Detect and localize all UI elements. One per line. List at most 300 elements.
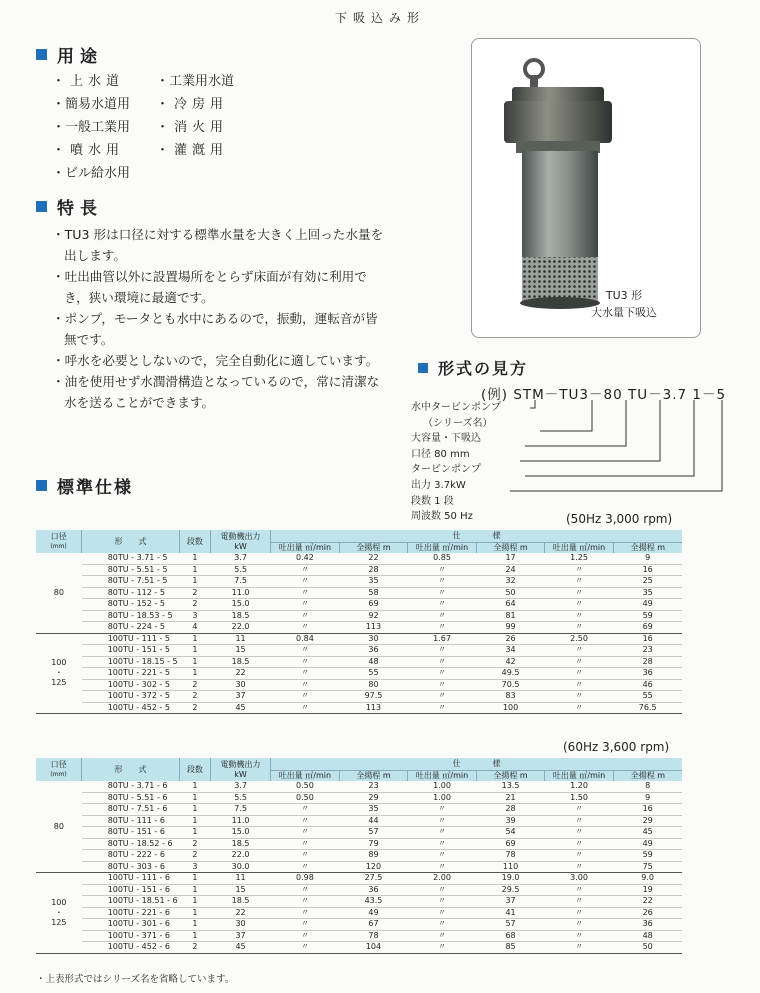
value-cell: 83 [476, 691, 545, 703]
legend-item: 周波数 50 Hz [411, 511, 473, 523]
model-cell: 80TU - 18.52 - 6 [82, 838, 180, 850]
value-cell: 〃 [271, 804, 340, 816]
value-cell: 37 [210, 930, 270, 942]
value-cell: 〃 [545, 815, 614, 827]
table-row [36, 576, 682, 588]
value-cell: 44 [339, 815, 408, 827]
value-cell: 85 [476, 942, 545, 954]
value-cell: 67 [339, 919, 408, 931]
header-bore [36, 530, 82, 553]
value-cell: 〃 [408, 896, 477, 908]
value-cell: 1 [179, 576, 210, 588]
header-head: 全揚程 m [476, 542, 545, 553]
value-cell: 1.00 [408, 781, 477, 792]
value-cell: 2.50 [545, 633, 614, 645]
model-cell: 100TU - 111 - 6 [82, 873, 180, 885]
value-cell: 〃 [271, 907, 340, 919]
value-cell: 2 [179, 599, 210, 611]
value-cell: 5.5 [210, 564, 270, 576]
header-power-label: 電動機出力 [220, 531, 261, 541]
feature-item: ・油を使用せず水潤滑構造となっているので，常に清潔な水を送ることができます。 [52, 374, 380, 410]
value-cell: 〃 [408, 942, 477, 954]
model-cell: 100TU - 151 - 6 [82, 884, 180, 896]
value-cell: 1 [179, 907, 210, 919]
value-cell: 48 [339, 656, 408, 668]
spec-heading-text: 標準仕様 [57, 478, 133, 498]
value-cell: 36 [613, 919, 682, 931]
value-cell: 〃 [408, 599, 477, 611]
value-cell: 30 [210, 919, 270, 931]
value-cell: 1.67 [408, 633, 477, 645]
model-cell: 100TU - 301 - 6 [82, 919, 180, 931]
value-cell: 〃 [408, 679, 477, 691]
value-cell: 〃 [408, 815, 477, 827]
value-cell: 75 [613, 861, 682, 873]
uses-heading [36, 42, 103, 67]
legend-item: 大容量・下吸込 [411, 433, 481, 445]
value-cell: 〃 [545, 576, 614, 588]
value-cell: 〃 [545, 691, 614, 703]
header-spec: 仕 様 [271, 758, 682, 770]
value-cell: 42 [476, 656, 545, 668]
value-cell: 〃 [271, 838, 340, 850]
feature-item: ・呼水を必要としないので，完全自動化に適しています。 [52, 353, 379, 368]
header-power [210, 530, 270, 553]
value-cell: 30 [339, 633, 408, 645]
bore-value: 100 [51, 897, 67, 907]
use-item: ・上水道 [52, 74, 125, 89]
value-cell: 3 [179, 861, 210, 873]
bore-cell [36, 633, 82, 714]
spec-heading [36, 473, 133, 498]
model-cell: 80TU - 112 - 5 [82, 587, 180, 599]
value-cell: 22.0 [210, 622, 270, 634]
value-cell: 〃 [271, 679, 340, 691]
value-cell: 22 [210, 907, 270, 919]
header-head: 全揚程 m [613, 770, 682, 781]
features-list [52, 224, 387, 413]
value-cell: 2 [179, 587, 210, 599]
table-row [36, 633, 682, 645]
header-row [36, 530, 682, 542]
value-cell: 〃 [271, 645, 340, 657]
model-cell: 100TU - 111 - 5 [82, 633, 180, 645]
value-cell: 45 [210, 942, 270, 954]
value-cell: 30 [210, 679, 270, 691]
value-cell: 〃 [408, 907, 477, 919]
value-cell: 22 [210, 668, 270, 680]
value-cell: 〃 [408, 645, 477, 657]
value-cell: 41 [476, 907, 545, 919]
model-cell: 100TU - 371 - 6 [82, 930, 180, 942]
legend-item: 水中タービンポンプ [411, 402, 501, 413]
value-cell: 〃 [408, 804, 477, 816]
table-row [36, 838, 682, 850]
value-cell: 3.7 [210, 553, 270, 564]
value-cell: 100 [476, 702, 545, 714]
value-cell: 〃 [545, 702, 614, 714]
table-row [36, 553, 682, 564]
header-head: 全揚程 m [476, 770, 545, 781]
bore-value: 80 [53, 587, 64, 597]
value-cell: 2 [179, 702, 210, 714]
use-item: ・噴水用 [52, 143, 125, 158]
value-cell: 〃 [545, 919, 614, 931]
value-cell: 21 [476, 792, 545, 804]
value-cell: 29 [613, 815, 682, 827]
value-cell: 〃 [271, 656, 340, 668]
table-row [36, 610, 682, 622]
header-bore-unit: (mm) [50, 542, 67, 550]
value-cell: 59 [613, 850, 682, 862]
value-cell: 64 [476, 599, 545, 611]
value-cell: 37 [210, 691, 270, 703]
value-cell: 2 [179, 942, 210, 954]
table-condition-60hz: (60Hz 3,600 rpm) [563, 740, 670, 754]
value-cell: 18.5 [210, 838, 270, 850]
value-cell: 15.0 [210, 827, 270, 839]
value-cell: 19.0 [476, 873, 545, 885]
value-cell: 54 [476, 827, 545, 839]
value-cell: 15 [210, 645, 270, 657]
table-row [36, 622, 682, 634]
value-cell: 9 [613, 553, 682, 564]
model-cell: 80TU - 151 - 6 [82, 827, 180, 839]
value-cell: 69 [613, 622, 682, 634]
photo-caption-desc: 大水量下吸込 [591, 306, 657, 319]
header-power [210, 758, 270, 781]
value-cell: 7.5 [210, 804, 270, 816]
value-cell: 〃 [271, 850, 340, 862]
value-cell: 76.5 [613, 702, 682, 714]
value-cell: 1 [179, 645, 210, 657]
value-cell: 81 [476, 610, 545, 622]
value-cell: 〃 [545, 599, 614, 611]
model-cell: 80TU - 3.71 - 5 [82, 553, 180, 564]
value-cell: 26 [476, 633, 545, 645]
value-cell: 9.0 [613, 873, 682, 885]
header-stages: 段数 [179, 758, 210, 781]
table-row [36, 827, 682, 839]
value-cell: 120 [339, 861, 408, 873]
table-row [36, 804, 682, 816]
value-cell: 57 [476, 919, 545, 931]
value-cell: 〃 [271, 691, 340, 703]
value-cell: 19 [613, 884, 682, 896]
value-cell: 3 [179, 610, 210, 622]
model-code-leader-lines [470, 398, 750, 498]
value-cell: 4 [179, 622, 210, 634]
value-cell: 16 [613, 633, 682, 645]
value-cell: 36 [339, 645, 408, 657]
table-row [36, 850, 682, 862]
value-cell: 〃 [545, 896, 614, 908]
value-cell: 〃 [545, 850, 614, 862]
model-cell: 80TU - 7.51 - 6 [82, 804, 180, 816]
value-cell: 2 [179, 850, 210, 862]
model-cell: 100TU - 221 - 6 [82, 907, 180, 919]
value-cell: 〃 [408, 668, 477, 680]
value-cell: 49 [613, 599, 682, 611]
model-cell: 80TU - 303 - 6 [82, 861, 180, 873]
model-cell: 100TU - 302 - 5 [82, 679, 180, 691]
value-cell: 16 [613, 804, 682, 816]
value-cell: 25 [613, 576, 682, 588]
value-cell: 1 [179, 896, 210, 908]
table-row [36, 656, 682, 668]
model-cell: 80TU - 222 - 6 [82, 850, 180, 862]
legend-item: 口径 80 mm [411, 448, 470, 460]
legend-item: （シリーズ名） [423, 417, 493, 429]
model-cell: 80TU - 5.51 - 6 [82, 792, 180, 804]
value-cell: 〃 [408, 610, 477, 622]
value-cell: 43.5 [339, 896, 408, 908]
value-cell: 〃 [545, 610, 614, 622]
table-condition-50hz: (50Hz 3,000 rpm) [566, 512, 673, 526]
value-cell: 〃 [408, 587, 477, 599]
value-cell: 15 [210, 884, 270, 896]
footnote: ・上表形式ではシリーズ名を省略しています。 [36, 974, 235, 985]
value-cell: 〃 [408, 919, 477, 931]
feature-item: ・TU3 形は口径に対する標準水量を大きく上回った水量を出します。 [52, 227, 384, 263]
value-cell: 9 [613, 792, 682, 804]
value-cell: 〃 [408, 838, 477, 850]
value-cell: 〃 [271, 564, 340, 576]
table-row [36, 815, 682, 827]
model-cell: 80TU - 5.51 - 5 [82, 564, 180, 576]
value-cell: 18.5 [210, 656, 270, 668]
bore-value: ・ [54, 668, 63, 678]
photo-caption [591, 287, 657, 321]
value-cell: 〃 [271, 599, 340, 611]
value-cell: 50 [613, 942, 682, 954]
value-cell: 〃 [408, 930, 477, 942]
value-cell: 〃 [408, 884, 477, 896]
uses-list [52, 70, 276, 181]
model-cell: 100TU - 452 - 5 [82, 702, 180, 714]
model-cell: 80TU - 111 - 6 [82, 815, 180, 827]
value-cell: 46 [613, 679, 682, 691]
value-cell: 58 [339, 587, 408, 599]
value-cell: 〃 [271, 919, 340, 931]
model-cell: 80TU - 3.71 - 6 [82, 781, 180, 792]
value-cell: 15.0 [210, 599, 270, 611]
value-cell: 0.84 [271, 633, 340, 645]
section-square-icon [36, 201, 47, 212]
value-cell: 〃 [545, 942, 614, 954]
value-cell: 110 [476, 861, 545, 873]
value-cell: 8 [613, 781, 682, 792]
value-cell: 〃 [271, 702, 340, 714]
value-cell: 〃 [545, 930, 614, 942]
bore-cell [36, 781, 82, 873]
value-cell: 〃 [271, 668, 340, 680]
header-row [36, 758, 682, 770]
header-model: 形 式 [82, 758, 180, 781]
value-cell: 〃 [545, 827, 614, 839]
value-cell: 11.0 [210, 815, 270, 827]
value-cell: 55 [339, 668, 408, 680]
legend-item: 段数 1 段 [411, 495, 454, 507]
model-cell: 100TU - 452 - 6 [82, 942, 180, 954]
value-cell: 1 [179, 668, 210, 680]
value-cell: 〃 [271, 576, 340, 588]
value-cell: 16 [613, 564, 682, 576]
value-cell: 22 [339, 553, 408, 564]
value-cell: 26 [613, 907, 682, 919]
value-cell: 〃 [545, 804, 614, 816]
value-cell: 〃 [545, 907, 614, 919]
value-cell: 〃 [408, 691, 477, 703]
header-bore-unit: (mm) [50, 770, 67, 778]
table-row [36, 645, 682, 657]
header-power-unit: kW [234, 769, 247, 779]
value-cell: 〃 [271, 861, 340, 873]
value-cell: 〃 [271, 827, 340, 839]
spec-table-50hz [36, 530, 682, 714]
value-cell: 〃 [408, 564, 477, 576]
bore-value: 100 [51, 658, 67, 668]
section-square-icon [36, 49, 47, 60]
model-cell: 100TU - 372 - 5 [82, 691, 180, 703]
value-cell: 〃 [545, 884, 614, 896]
model-cell: 100TU - 18.51 - 6 [82, 896, 180, 908]
value-cell: 29 [339, 792, 408, 804]
table-row [36, 884, 682, 896]
value-cell: 55 [613, 691, 682, 703]
value-cell: 49.5 [476, 668, 545, 680]
section-square-icon [418, 363, 428, 373]
value-cell: 11 [210, 633, 270, 645]
value-cell: 22 [613, 896, 682, 908]
header-model: 形 式 [82, 530, 180, 553]
table-row [36, 907, 682, 919]
value-cell: 1 [179, 930, 210, 942]
value-cell: 〃 [545, 861, 614, 873]
value-cell: 35 [339, 804, 408, 816]
value-cell: 〃 [545, 656, 614, 668]
value-cell: 18.5 [210, 610, 270, 622]
model-cell: 80TU - 7.51 - 5 [82, 576, 180, 588]
value-cell: 49 [339, 907, 408, 919]
value-cell: 1.25 [545, 553, 614, 564]
value-cell: 69 [476, 838, 545, 850]
bore-cell [36, 873, 82, 954]
value-cell: 50 [476, 587, 545, 599]
value-cell: 〃 [408, 861, 477, 873]
model-cell: 100TU - 18.15 - 5 [82, 656, 180, 668]
value-cell: 70.5 [476, 679, 545, 691]
value-cell: 45 [613, 827, 682, 839]
value-cell: 29.5 [476, 884, 545, 896]
value-cell: 2 [179, 679, 210, 691]
table-row [36, 691, 682, 703]
model-code-legend [411, 400, 501, 525]
value-cell: 89 [339, 850, 408, 862]
value-cell: 7.5 [210, 576, 270, 588]
value-cell: 1 [179, 873, 210, 885]
header-bore [36, 758, 82, 781]
value-cell: 49 [613, 838, 682, 850]
use-item: ・簡易水道用 [52, 97, 131, 112]
value-cell: 1 [179, 884, 210, 896]
value-cell: 1.00 [408, 792, 477, 804]
header-power-unit: kW [234, 541, 247, 551]
value-cell: 〃 [271, 815, 340, 827]
value-cell: 78 [476, 850, 545, 862]
table-row [36, 679, 682, 691]
value-cell: 〃 [545, 622, 614, 634]
value-cell: 28 [476, 804, 545, 816]
features-heading [36, 194, 103, 219]
value-cell: 28 [339, 564, 408, 576]
header-bore-label: 口径 [50, 759, 67, 769]
header-head: 全揚程 m [613, 542, 682, 553]
header-discharge: 吐出量 ㎥/min [545, 770, 614, 781]
value-cell: 78 [339, 930, 408, 942]
value-cell: 0.98 [271, 873, 340, 885]
value-cell: 28 [613, 656, 682, 668]
value-cell: 1 [179, 792, 210, 804]
value-cell: 1.50 [545, 792, 614, 804]
bore-value: ・ [54, 907, 63, 917]
value-cell: 3.00 [545, 873, 614, 885]
value-cell: 1 [179, 827, 210, 839]
value-cell: 〃 [408, 702, 477, 714]
value-cell: 〃 [271, 587, 340, 599]
header-discharge: 吐出量 ㎥/min [408, 542, 477, 553]
value-cell: 〃 [545, 679, 614, 691]
model-cell: 100TU - 221 - 5 [82, 668, 180, 680]
uses-heading-text: 用途 [57, 47, 103, 67]
feature-item: ・吐出曲管以外に設置場所をとらず床面が有効に利用でき，狭い環境に最適です。 [52, 269, 367, 305]
pump-photo-frame [471, 38, 701, 338]
model-code-example: (例) STM－TU3－80 TU－3.7 1－5 [481, 387, 727, 403]
model-cell: 100TU - 151 - 5 [82, 645, 180, 657]
value-cell: 13.5 [476, 781, 545, 792]
pump-illustration [472, 39, 700, 337]
value-cell: 5.5 [210, 792, 270, 804]
value-cell: 0.42 [271, 553, 340, 564]
value-cell: 97.5 [339, 691, 408, 703]
table-row [36, 599, 682, 611]
header-power-label: 電動機出力 [220, 759, 261, 769]
bore-cell [36, 553, 82, 633]
bore-value: 125 [51, 678, 67, 688]
value-cell: 1 [179, 553, 210, 564]
legend-item: 出力 3.7kW [411, 479, 466, 491]
header-bore-label: 口径 [50, 531, 67, 541]
value-cell: 80 [339, 679, 408, 691]
value-cell: 〃 [271, 930, 340, 942]
value-cell: 32 [476, 576, 545, 588]
value-cell: 〃 [408, 656, 477, 668]
table-row [36, 564, 682, 576]
table-row [36, 668, 682, 680]
value-cell: 3.7 [210, 781, 270, 792]
page-title: 下吸込み形 [334, 11, 425, 25]
value-cell: 37 [476, 896, 545, 908]
use-item: ・ビル給水用 [52, 166, 131, 181]
value-cell: 30.0 [210, 861, 270, 873]
spec-table-60hz [36, 758, 682, 954]
use-item: ・工業用水道 [156, 74, 235, 89]
value-cell: 〃 [271, 610, 340, 622]
legend-item: タービンポンプ [411, 464, 481, 476]
value-cell: 2 [179, 691, 210, 703]
value-cell: 〃 [271, 884, 340, 896]
value-cell: 34 [476, 645, 545, 657]
